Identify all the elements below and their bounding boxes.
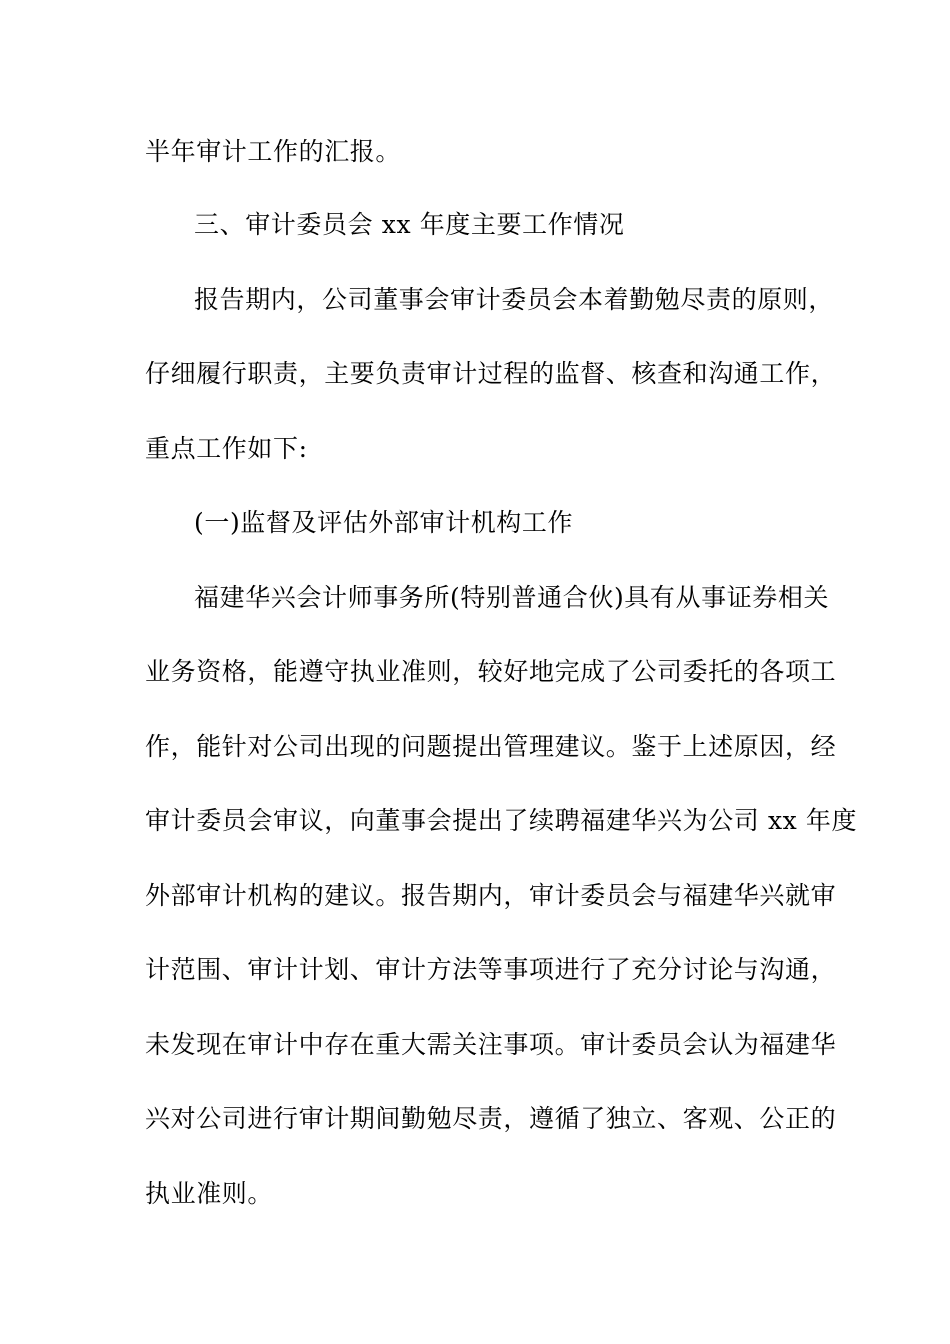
text-line-5: 重点工作如下: (145, 434, 308, 463)
section-heading: 三、审计委员会 xx 年度主要工作情况 (194, 210, 625, 239)
text-line-7: 福建华兴会计师事务所(特别普通合伙)具有从事证券相关 (194, 583, 830, 612)
text-line-11: 外部审计机构的建议。报告期内，审计委员会与福建华兴就审 (145, 881, 837, 910)
text-line-15: 执业准则。 (145, 1179, 274, 1208)
text-line-12: 计范围、审计计划、审计方法等事项进行了充分讨论与沟通， (145, 955, 837, 984)
text-line-1: 半年审计工作的汇报。 (145, 137, 402, 166)
text-line-3: 报告期内，公司董事会审计委员会本着勤勉尽责的原则， (194, 285, 835, 314)
text-line-10: 审计委员会审议，向董事会提出了续聘福建华兴为公司 xx 年度 (145, 806, 858, 835)
text-line-13: 未发现在审计中存在重大需关注事项。审计委员会认为福建华 (145, 1030, 837, 1059)
text-line-9: 作，能针对公司出现的问题提出管理建议。鉴于上述原因，经 (145, 732, 837, 761)
subsection-heading: (一)监督及评估外部审计机构工作 (194, 508, 574, 537)
text-line-14: 兴对公司进行审计期间勤勉尽责，遵循了独立、客观、公正的 (145, 1104, 837, 1133)
text-line-4: 仔细履行职责，主要负责审计过程的监督、核查和沟通工作， (145, 359, 837, 388)
text-line-8: 业务资格，能遵守执业准则，较好地完成了公司委托的各项工 (145, 657, 837, 686)
